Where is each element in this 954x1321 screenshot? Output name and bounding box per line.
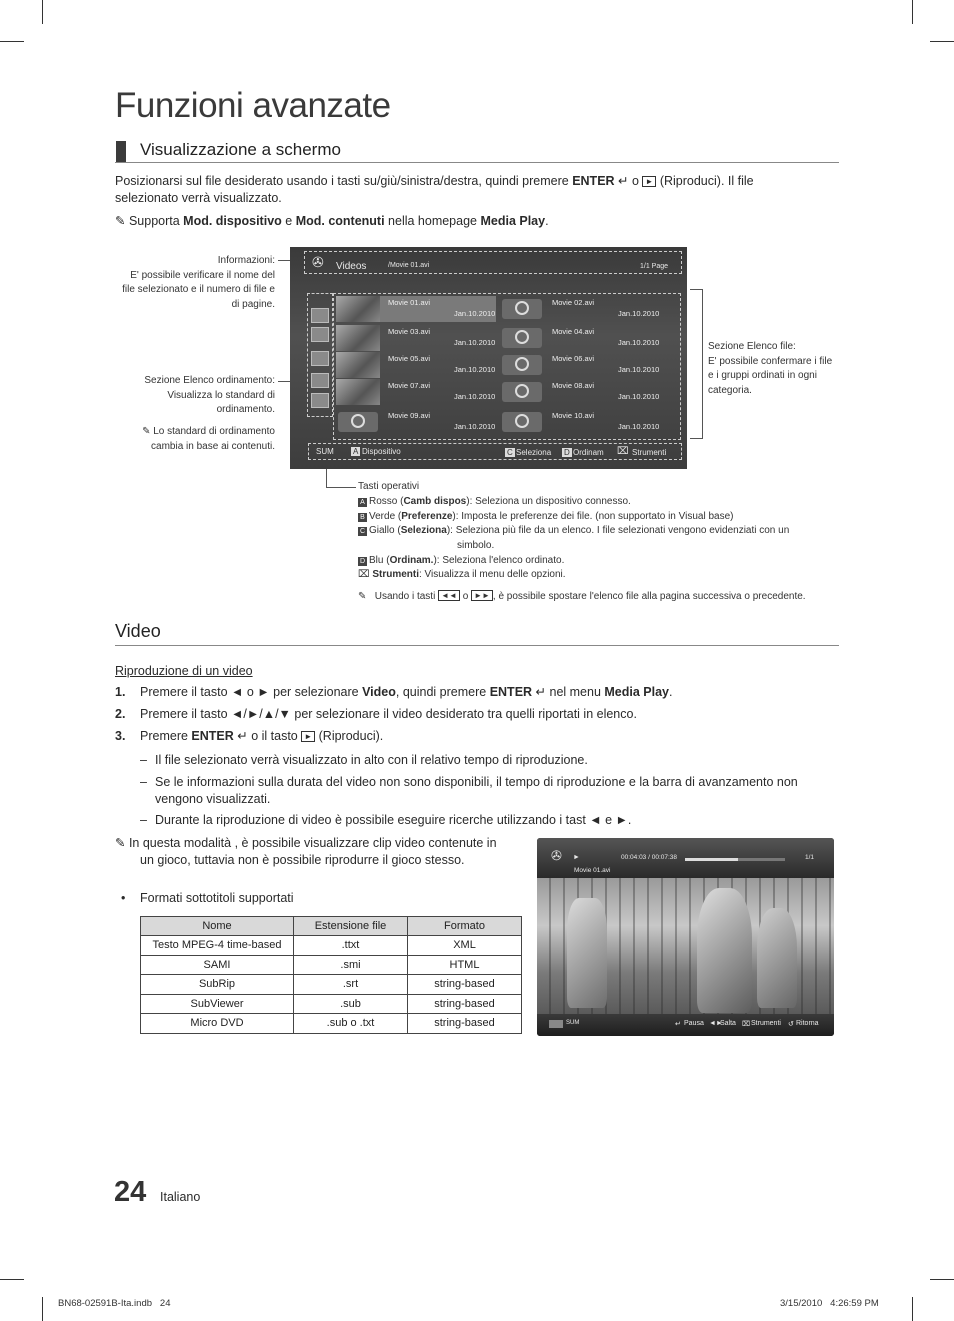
enter-icon: ↵ (233, 729, 248, 743)
video-frame-image (537, 878, 834, 1014)
tools-icon: ⌧ (742, 1021, 751, 1028)
section-title: Visualizzazione a schermo (140, 140, 341, 159)
file-item-8[interactable]: Movie 08.avi Jan.10.2010 (500, 379, 660, 405)
playback-time: 00:04:03 / 00:07:38 (621, 854, 678, 861)
detail-3: Durante la riproduzione di video è possibile eseguire ricerche utilizzando i tast ◄ e ►. (155, 813, 632, 827)
play-icon: ► (642, 176, 656, 187)
sort-note: ✎ Lo standard di ordinamento cambia in base ai contenuti. (142, 426, 275, 452)
device-button[interactable]: Dispositivo (362, 447, 401, 456)
intro-paragraph: Posizionarsi sul file desiderato usando i tasti su/giù/sinistra/destra, quindi premere ENTER ↵ o ► (Riproduci). Il file selezionato verrà visualizzato. (115, 174, 754, 205)
progress-fill (685, 858, 738, 861)
table-cell: string-based (408, 994, 522, 1014)
key-tools-desc: ⌧ Strumenti: Visualizza il menu delle opzioni. (358, 569, 566, 580)
table-cell: .sub (294, 994, 408, 1014)
video-playback-screen (537, 838, 834, 1036)
film-reel-icon: ✇ (551, 848, 562, 863)
usb-icon (549, 1020, 563, 1028)
header-page: 1/1 Page (640, 263, 669, 270)
file-item-1[interactable]: Movie 01.avi Jan.10.2010 (336, 296, 496, 322)
table-row (141, 975, 522, 995)
keys-title: Tasti operativi (358, 481, 420, 492)
step-2: 2. (115, 707, 126, 721)
table-cell: string-based (408, 1014, 522, 1034)
table-cell: XML (408, 936, 522, 956)
play-icon: ► (301, 731, 315, 742)
playback-page: 1/1 (805, 854, 815, 861)
step-3-text: Premere ENTER ↵ o il tasto ► (Riproduci). (140, 729, 384, 743)
table-row (141, 936, 522, 956)
key-c-desc: C Giallo (Seleziona): Seleziona più file da un elenco. I file selezionati vengono evidenziati con un (359, 525, 790, 536)
file-item-6[interactable]: Movie 06.avi Jan.10.2010 (500, 352, 660, 378)
key-b-desc: B Verde (Preferenze): Imposta le preferenze dei file. (non supportato in Visual base) (358, 510, 733, 525)
col-name: Nome (141, 917, 294, 936)
sum-label: SUM (316, 447, 334, 456)
video-note: ✎ In questa modalità , è possibile visualizzare clip video contenute in un gioco, tuttavia non è possibile riprodurre il gioco stesso. (115, 836, 497, 867)
sort-icon-folder (311, 308, 329, 323)
chapter-title: Funzioni avanzate (115, 86, 391, 125)
file-info: BN68-02591B-Ita.indb 24 (58, 1298, 171, 1309)
dash: – (140, 813, 147, 827)
step-1-text: Premere il tasto ◄ o ► per selezionare Video, quindi premere ENTER ↵ nel menu Media Play. (140, 685, 673, 699)
bullet-icon: • (121, 891, 126, 905)
file-item-9[interactable]: Movie 09.avi Jan.10.2010 (336, 409, 496, 435)
note-line: ✎ Supporta Mod. dispositivo e Mod. contenuti nella homepage Media Play. (115, 214, 549, 228)
file-item-7[interactable]: Movie 07.avi Jan.10.2010 (336, 379, 496, 405)
bracket (690, 289, 703, 439)
bullet-text: Formati sottotitoli supportati (140, 891, 294, 905)
step-2-text: Premere il tasto ◄/►/▲/▼ per selezionare il video desiderato tra quelli riportati in elenco. (140, 707, 637, 721)
detail-1: Il file selezionato verrà visualizzato in alto con il relativo tempo di riproduzione. (155, 753, 588, 767)
sort-button[interactable]: Ordinam (573, 448, 604, 457)
table-cell: Micro DVD (141, 1014, 294, 1034)
table-cell: SubViewer (141, 994, 294, 1014)
play-state-icon: ► (573, 854, 580, 861)
header-path: /Movie 01.avi (388, 262, 430, 269)
dash: – (140, 775, 147, 789)
table-cell: SAMI (141, 955, 294, 975)
sort-icon-preference (311, 393, 329, 408)
file-item-3[interactable]: Movie 03.avi Jan.10.2010 (336, 325, 496, 351)
table-header (141, 917, 522, 936)
film-reel-icon: ✇ (312, 254, 324, 270)
return-button[interactable]: Ritorna (796, 1020, 819, 1027)
col-extension: Estensione file (294, 917, 408, 936)
connector-line (326, 469, 327, 487)
note-pencil-icon: ✎ (115, 214, 129, 228)
key-d: D (564, 448, 570, 457)
playback-file: Movie 01.avi (574, 867, 611, 874)
page-language: Italiano (160, 1190, 201, 1204)
select-button[interactable]: Seleziona (516, 448, 552, 457)
file-item-10[interactable]: Movie 10.avi Jan.10.2010 (500, 409, 660, 435)
note-pencil-icon: ✎ (358, 591, 375, 602)
step-1: 1. (115, 685, 126, 699)
table-cell: HTML (408, 955, 522, 975)
table-cell: string-based (408, 975, 522, 995)
key-c-desc-cont: simbolo. (457, 540, 495, 551)
skip-arrows-icon: ◄► (709, 1020, 723, 1027)
connector-line (326, 487, 356, 488)
key-a: A (353, 447, 359, 456)
section-marker (116, 141, 126, 162)
progress-bar[interactable] (685, 858, 785, 861)
sort-callout: Sezione Elenco ordinamento: Visualizza lo standard di ordinamento. (144, 375, 275, 415)
file-item-2[interactable]: Movie 02.avi Jan.10.2010 (500, 296, 660, 322)
tools-button[interactable]: Strumenti (751, 1020, 781, 1027)
tools-icon: ⌧ (358, 569, 373, 580)
list-callout: Sezione Elenco file: E' possibile confermare i file e i gruppi ordinati in ogni categoria. (708, 341, 833, 396)
table-cell: .sub o .txt (294, 1014, 408, 1034)
forward-icon: ►► (471, 590, 493, 601)
enter-icon: ↵ (675, 1021, 681, 1028)
keys-note: ✎ Usando i tasti ◄◄ o ►► , è possibile spostare l'elenco file alla pagina successiva o precedente. (358, 591, 806, 602)
sort-icon-genre (311, 373, 329, 388)
info-callout: Informazioni: E' possibile verificare il nome del file selezionato e il numero di file e di pagine. (122, 255, 275, 310)
video-section-title: Video (115, 621, 161, 641)
page-number: 24 (114, 1176, 147, 1208)
section-rule (115, 162, 839, 163)
section-rule (115, 645, 839, 646)
file-item-5[interactable]: Movie 05.avi Jan.10.2010 (336, 352, 496, 378)
skip-button[interactable]: Salta (720, 1020, 736, 1027)
table-cell: .ttxt (294, 936, 408, 956)
sort-icon-az (311, 327, 329, 342)
table-row (141, 955, 522, 975)
table-cell: SubRip (141, 975, 294, 995)
table-row (141, 994, 522, 1014)
enter-icon: ↵ (614, 174, 629, 188)
note-pencil-icon: ✎ (115, 836, 129, 850)
key-d-desc: D Blu (Ordinam.): Seleziona l'elenco ordinato. (359, 555, 565, 566)
dash: – (140, 753, 147, 767)
subsection-title: Riproduzione di un video (115, 664, 253, 678)
pause-button[interactable]: Pausa (684, 1020, 704, 1027)
file-item-4[interactable]: Movie 04.avi Jan.10.2010 (500, 325, 660, 351)
subtitle-format-table (140, 916, 522, 1034)
note-pencil-icon: ✎ (142, 426, 154, 437)
sort-icon-date (311, 351, 329, 366)
tools-button[interactable]: Strumenti (632, 448, 667, 457)
print-date: 3/15/2010 4:26:59 PM (780, 1298, 879, 1309)
header-label: Videos (336, 261, 367, 272)
tools-icon: ⌧ (617, 446, 629, 457)
step-3: 3. (115, 729, 126, 743)
enter-icon: ↵ (532, 685, 547, 699)
detail-2: Se le informazioni sulla durata del video non sono disponibili, il tempo di riproduzione e la barra di avanzamento non vengono visualizzati. (155, 775, 798, 806)
col-format: Formato (408, 917, 522, 936)
table-cell: .smi (294, 955, 408, 975)
table-cell: Testo MPEG-4 time-based (141, 936, 294, 956)
rewind-icon: ◄◄ (438, 590, 460, 601)
table-cell: .srt (294, 975, 408, 995)
media-play-screen (290, 247, 687, 469)
key-a-desc: A Rosso (Camb dispos): Seleziona un dispositivo connesso. (358, 495, 631, 510)
key-c: C (507, 448, 513, 457)
return-icon: ↺ (788, 1021, 794, 1028)
sum-label: SUM (566, 1020, 580, 1026)
table-row (141, 1014, 522, 1034)
